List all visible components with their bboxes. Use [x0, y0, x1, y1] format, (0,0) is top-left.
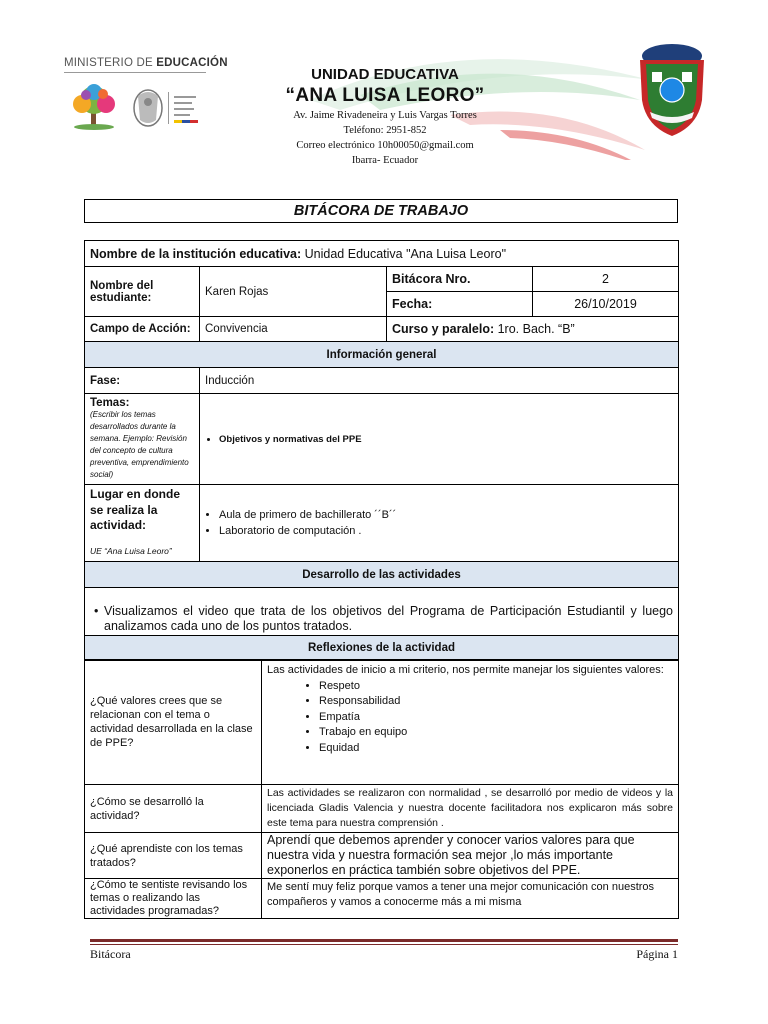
institution-row	[85, 241, 679, 267]
school-address: Av. Jaime Rivadeneira y Luis Vargas Torres	[293, 110, 477, 121]
school-phone: Teléfono: 2951-852	[343, 125, 427, 136]
value-item: • Empatía	[319, 710, 673, 726]
phase-row	[85, 368, 679, 394]
value-item: • Equidad	[319, 741, 673, 757]
student-row	[85, 267, 679, 292]
development-text: • Visualizamos el video que trata de los objetivos del Programa de Participación Estudiantil y luego analizamos cada uno de los puntos tratados.	[94, 604, 673, 633]
question-how: ¿Cómo se desarrolló la actividad?	[85, 785, 262, 833]
date-label: Fecha:	[387, 292, 533, 317]
phase-label: Fase:	[85, 368, 200, 394]
log-table	[84, 240, 679, 661]
bitacora-number-value: 2	[533, 267, 679, 292]
institution-value: Unidad Educativa "Ana Luisa Leoro"	[304, 246, 507, 261]
location-list	[205, 507, 673, 539]
footer-rule-thick	[90, 939, 678, 942]
government-logo-icon	[130, 86, 210, 130]
answer-values-intro: Las actividades de inicio a mi criterio, nos permite manejar los siguientes valores:	[267, 664, 664, 676]
document-title: BITÁCORA DE TRABAJO	[84, 199, 678, 223]
field-value: Convivencia	[200, 317, 387, 342]
institution-label: Nombre de la institución educativa:	[90, 246, 302, 261]
development-header: Desarrollo de las actividades	[85, 562, 679, 588]
reflection-how-row	[85, 785, 679, 833]
value-item: • Responsabilidad	[319, 694, 673, 710]
school-city: Ibarra- Ecuador	[351, 155, 419, 166]
ministry-rule	[64, 72, 206, 73]
question-feeling: ¿Cómo te sentiste revisando los temas o realizando las actividades programadas?	[85, 879, 262, 919]
school-name: “ANA LUISA LEORO”	[285, 85, 485, 106]
location-label: Lugar en donde se realiza la actividad:	[90, 487, 180, 532]
tree-logo-icon	[66, 82, 122, 132]
school-email: Correo electrónico 10h00050@gmail.com	[296, 140, 474, 151]
date-value: 26/10/2019	[533, 292, 679, 317]
reflections-table	[84, 659, 679, 919]
values-list	[267, 679, 673, 757]
school-crest-icon	[632, 38, 712, 140]
school-line1: UNIDAD EDUCATIVA	[311, 66, 459, 83]
location-item: • Laboratorio de computación .	[219, 523, 673, 539]
answer-how: Las actividades se realizaron con normalidad , se desarrolló por medio de videos y la licenciada Gladis Valencia y nuestra docente facilitadora nos explicaron más sobre este tema para nuestra comprensión .	[262, 785, 679, 833]
ministry-prefix: MINISTERIO DE	[64, 57, 153, 69]
value-item: • Respeto	[319, 679, 673, 695]
topics-hint: (Escribir los temas desarrollados durante la semana. Ejemplo: Revisión del concepto de cultura preventiva, emprendimiento social)	[90, 410, 189, 479]
school-header	[250, 66, 520, 168]
reflection-feeling-row	[85, 879, 679, 919]
location-row	[85, 485, 679, 562]
development-header-row	[85, 562, 679, 588]
topics-label: Temas:	[90, 397, 130, 409]
footer-rule-thin	[90, 944, 678, 945]
page-number: Página 1	[636, 947, 678, 961]
student-label: Nombre del estudiante:	[85, 267, 200, 317]
course-value: 1ro. Bach. “B”	[497, 322, 575, 336]
question-learned: ¿Qué aprendiste con los temas tratados?	[85, 833, 262, 879]
value-item: • Trabajo en equipo	[319, 725, 673, 741]
development-row	[85, 588, 679, 636]
student-value: Karen Rojas	[200, 267, 387, 317]
ministry-label	[64, 57, 228, 69]
location-note: UE “Ana Luisa Leoro”	[90, 545, 172, 556]
bitacora-number-label: Bitácora Nro.	[387, 267, 533, 292]
general-info-header: Información general	[85, 342, 679, 368]
reflections-header: Reflexiones de la actividad	[85, 636, 679, 661]
topics-row	[85, 394, 679, 485]
answer-learned: Aprendí que debemos aprender y conocer varios valores para que nuestra vida y nuestra formación sea mejor ,lo más importante exponerlos en práctica también sobre objetivos del PPE.	[262, 833, 679, 879]
field-row	[85, 317, 679, 342]
reflection-values-row	[85, 660, 679, 785]
phase-value: Inducción	[200, 368, 679, 394]
topics-list	[205, 434, 673, 445]
footer-left: Bitácora	[90, 947, 131, 961]
location-item: • Aula de primero de bachillerato ´´B´´	[219, 507, 673, 523]
development-text-content: Visualizamos el video que trata de los objetivos del Programa de Participación Estudiantil y luego analizamos cada uno de los puntos tratados.	[104, 604, 673, 633]
reflections-header-row	[85, 636, 679, 661]
question-values: ¿Qué valores crees que se relacionan con el tema o actividad desarrollada en la clase de PPE?	[85, 660, 262, 785]
ministry-emph: EDUCACIÓN	[156, 57, 228, 69]
course-label: Curso y paralelo:	[392, 322, 495, 336]
answer-feeling: Me sentí muy feliz porque vamos a tener una mejor comunicación con nuestros compañeros y vamos a conocerme más a mi misma	[262, 879, 679, 919]
reflection-learned-row	[85, 833, 679, 879]
general-info-header-row	[85, 342, 679, 368]
field-label: Campo de Acción:	[85, 317, 200, 342]
topic-item: • Objetivos y normativas del PPE	[219, 434, 673, 445]
